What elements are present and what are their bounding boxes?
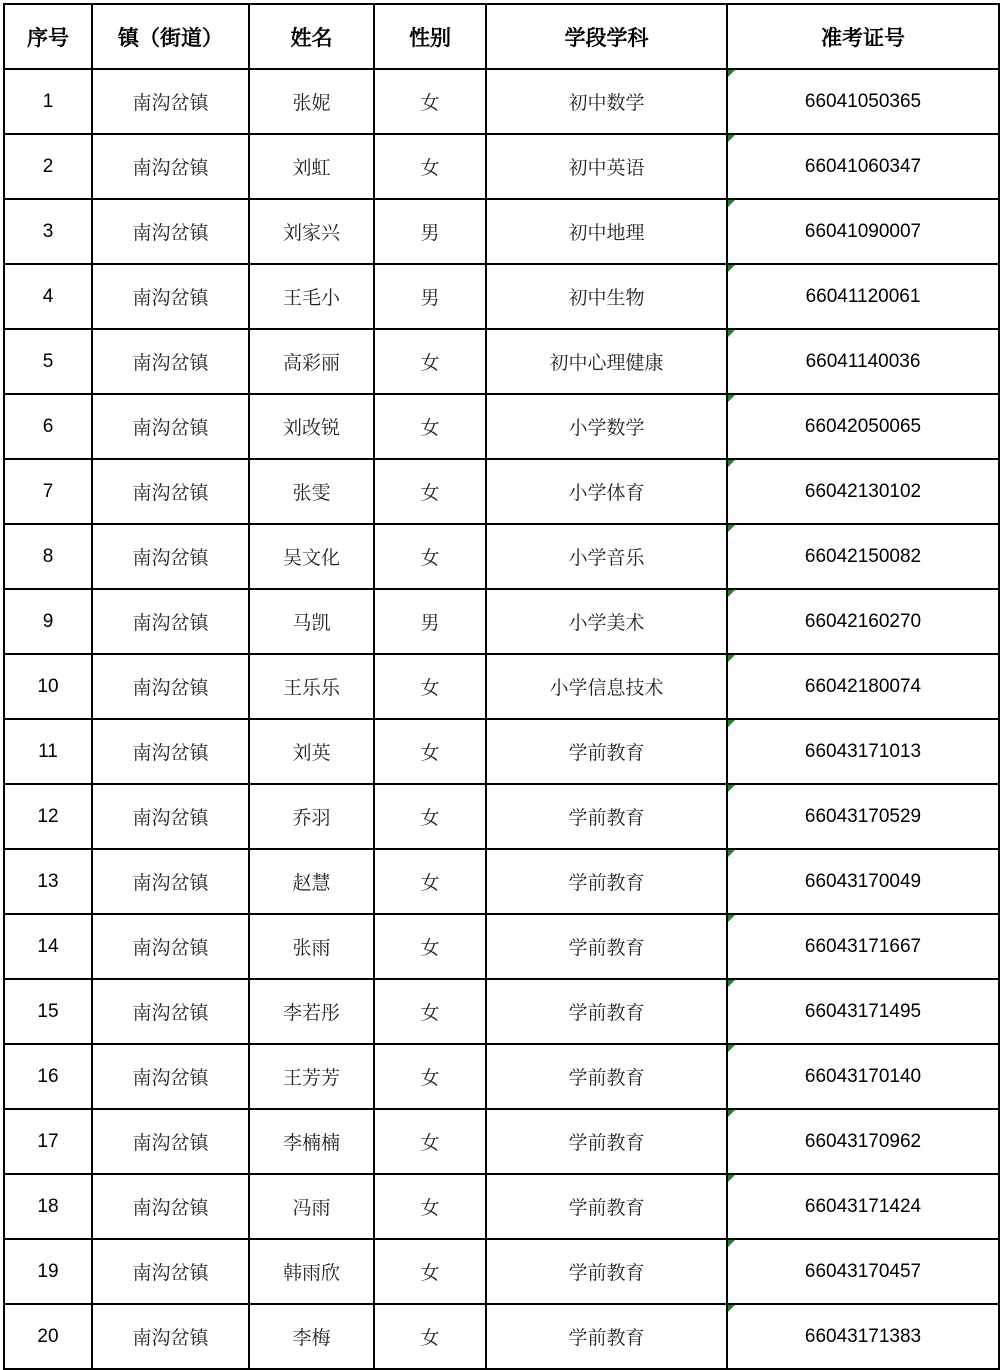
cell-name: 李梅	[249, 1304, 374, 1369]
cell-seq: 17	[4, 1109, 92, 1174]
cell-exam-no	[727, 849, 999, 914]
cell-gender: 女	[374, 394, 486, 459]
table-row	[4, 1109, 999, 1174]
cell-subject: 小学体育	[486, 459, 727, 524]
cell-name: 刘英	[249, 719, 374, 784]
exam-no-text: 66042180074	[804, 675, 922, 697]
exam-no-text: 66043171013	[804, 740, 922, 762]
exam-no-text: 66041140036	[805, 350, 921, 372]
cell-exam-no	[727, 1174, 999, 1239]
cell-town: 南沟岔镇	[92, 589, 249, 654]
cell-name: 张雯	[249, 459, 374, 524]
cell-town: 南沟岔镇	[92, 524, 249, 589]
cell-subject: 学前教育	[486, 719, 727, 784]
table-row	[4, 329, 999, 394]
cell-seq: 2	[4, 134, 92, 199]
cell-seq: 14	[4, 914, 92, 979]
cell-subject: 学前教育	[486, 1239, 727, 1304]
comment-indicator-icon	[728, 655, 735, 662]
cell-gender: 女	[374, 1109, 486, 1174]
exam-no-text: 66041050365	[804, 90, 922, 112]
header-seq: 序号	[4, 4, 92, 69]
exam-no-text: 66043171495	[804, 1000, 922, 1022]
cell-exam-no	[727, 264, 999, 329]
cell-subject: 初中数学	[486, 69, 727, 134]
cell-gender: 男	[374, 264, 486, 329]
comment-indicator-icon	[728, 1175, 735, 1182]
cell-gender: 男	[374, 589, 486, 654]
cell-town: 南沟岔镇	[92, 1109, 249, 1174]
cell-exam-no	[727, 69, 999, 134]
comment-indicator-icon	[728, 915, 735, 922]
cell-subject: 学前教育	[486, 849, 727, 914]
comment-indicator-icon	[728, 135, 735, 142]
cell-exam-no	[727, 719, 999, 784]
cell-subject: 学前教育	[486, 1174, 727, 1239]
cell-name: 王毛小	[249, 264, 374, 329]
cell-exam-no	[727, 1239, 999, 1304]
cell-name: 马凯	[249, 589, 374, 654]
table-row	[4, 524, 999, 589]
cell-subject: 小学美术	[486, 589, 727, 654]
cell-town: 南沟岔镇	[92, 134, 249, 199]
cell-seq: 20	[4, 1304, 92, 1369]
cell-name: 王乐乐	[249, 654, 374, 719]
table-row	[4, 784, 999, 849]
cell-gender: 男	[374, 199, 486, 264]
cell-seq: 7	[4, 459, 92, 524]
cell-town: 南沟岔镇	[92, 1044, 249, 1109]
cell-gender: 女	[374, 524, 486, 589]
exam-no-text: 66041060347	[804, 155, 922, 177]
cell-exam-no	[727, 1044, 999, 1109]
comment-indicator-icon	[728, 70, 735, 77]
cell-seq: 16	[4, 1044, 92, 1109]
comment-indicator-icon	[728, 850, 735, 857]
cell-gender: 女	[374, 459, 486, 524]
table-row	[4, 134, 999, 199]
header-exam-no: 准考证号	[727, 4, 999, 69]
cell-exam-no	[727, 394, 999, 459]
cell-exam-no	[727, 784, 999, 849]
cell-name: 王芳芳	[249, 1044, 374, 1109]
cell-exam-no	[727, 134, 999, 199]
cell-town: 南沟岔镇	[92, 1174, 249, 1239]
cell-town: 南沟岔镇	[92, 394, 249, 459]
comment-indicator-icon	[728, 330, 735, 337]
exam-no-text: 66043170529	[804, 805, 922, 827]
comment-indicator-icon	[728, 460, 735, 467]
cell-seq: 10	[4, 654, 92, 719]
cell-name: 张雨	[249, 914, 374, 979]
cell-gender: 女	[374, 979, 486, 1044]
cell-name: 韩雨欣	[249, 1239, 374, 1304]
comment-indicator-icon	[728, 1240, 735, 1247]
cell-subject: 小学数学	[486, 394, 727, 459]
exam-no-text: 66043170962	[804, 1130, 922, 1152]
table-row	[4, 1044, 999, 1109]
header-town: 镇（街道）	[92, 4, 249, 69]
cell-subject: 初中生物	[486, 264, 727, 329]
cell-town: 南沟岔镇	[92, 264, 249, 329]
cell-seq: 8	[4, 524, 92, 589]
cell-town: 南沟岔镇	[92, 654, 249, 719]
exam-no-text: 66042130102	[804, 480, 922, 502]
exam-no-text: 66042160270	[804, 610, 922, 632]
cell-subject: 小学信息技术	[486, 654, 727, 719]
cell-town: 南沟岔镇	[92, 914, 249, 979]
exam-no-text: 66043170457	[804, 1260, 922, 1282]
exam-no-text: 66043170140	[804, 1065, 922, 1087]
cell-seq: 19	[4, 1239, 92, 1304]
cell-subject: 学前教育	[486, 1044, 727, 1109]
cell-gender: 女	[374, 1239, 486, 1304]
table-row	[4, 914, 999, 979]
table-row	[4, 719, 999, 784]
cell-gender: 女	[374, 784, 486, 849]
cell-exam-no	[727, 524, 999, 589]
table-row	[4, 394, 999, 459]
cell-seq: 5	[4, 329, 92, 394]
table-row	[4, 1239, 999, 1304]
table-row	[4, 589, 999, 654]
cell-town: 南沟岔镇	[92, 199, 249, 264]
cell-name: 刘家兴	[249, 199, 374, 264]
exam-no-text: 66043171667	[804, 935, 922, 957]
cell-exam-no	[727, 329, 999, 394]
table-row	[4, 654, 999, 719]
exam-no-text: 66041120061	[805, 285, 921, 307]
cell-gender: 女	[374, 849, 486, 914]
cell-seq: 3	[4, 199, 92, 264]
exam-no-text: 66042050065	[804, 415, 922, 437]
cell-gender: 女	[374, 654, 486, 719]
cell-subject: 学前教育	[486, 914, 727, 979]
cell-subject: 学前教育	[486, 1304, 727, 1369]
cell-subject: 初中心理健康	[486, 329, 727, 394]
cell-seq: 11	[4, 719, 92, 784]
header-name: 姓名	[249, 4, 374, 69]
cell-gender: 女	[374, 69, 486, 134]
cell-seq: 15	[4, 979, 92, 1044]
cell-name: 吴文化	[249, 524, 374, 589]
cell-gender: 女	[374, 1174, 486, 1239]
cell-gender: 女	[374, 719, 486, 784]
table-row	[4, 979, 999, 1044]
cell-town: 南沟岔镇	[92, 784, 249, 849]
cell-name: 李若彤	[249, 979, 374, 1044]
cell-gender: 女	[374, 134, 486, 199]
cell-name: 李楠楠	[249, 1109, 374, 1174]
cell-seq: 18	[4, 1174, 92, 1239]
cell-seq: 13	[4, 849, 92, 914]
cell-name: 高彩丽	[249, 329, 374, 394]
cell-exam-no	[727, 1109, 999, 1174]
cell-gender: 女	[374, 329, 486, 394]
cell-town: 南沟岔镇	[92, 719, 249, 784]
cell-name: 张妮	[249, 69, 374, 134]
comment-indicator-icon	[728, 785, 735, 792]
comment-indicator-icon	[728, 525, 735, 532]
cell-town: 南沟岔镇	[92, 329, 249, 394]
roster-table	[3, 3, 1000, 1370]
exam-no-text: 66041090007	[804, 220, 922, 242]
cell-subject: 初中地理	[486, 199, 727, 264]
cell-seq: 6	[4, 394, 92, 459]
cell-exam-no	[727, 654, 999, 719]
cell-name: 刘改锐	[249, 394, 374, 459]
comment-indicator-icon	[728, 1110, 735, 1117]
cell-exam-no	[727, 459, 999, 524]
header-row	[4, 4, 999, 69]
cell-name: 赵慧	[249, 849, 374, 914]
comment-indicator-icon	[728, 1045, 735, 1052]
header-gender: 性别	[374, 4, 486, 69]
cell-town: 南沟岔镇	[92, 979, 249, 1044]
comment-indicator-icon	[728, 395, 735, 402]
cell-seq: 4	[4, 264, 92, 329]
exam-no-text: 66043171383	[804, 1325, 922, 1347]
exam-no-text: 66043170049	[804, 870, 922, 892]
comment-indicator-icon	[728, 200, 735, 207]
cell-exam-no	[727, 979, 999, 1044]
cell-exam-no	[727, 199, 999, 264]
cell-exam-no	[727, 1304, 999, 1369]
comment-indicator-icon	[728, 720, 735, 727]
cell-gender: 女	[374, 1304, 486, 1369]
table-row	[4, 849, 999, 914]
cell-seq: 12	[4, 784, 92, 849]
cell-gender: 女	[374, 914, 486, 979]
cell-gender: 女	[374, 1044, 486, 1109]
cell-subject: 学前教育	[486, 1109, 727, 1174]
cell-town: 南沟岔镇	[92, 69, 249, 134]
cell-exam-no	[727, 914, 999, 979]
table-row	[4, 459, 999, 524]
cell-town: 南沟岔镇	[92, 1304, 249, 1369]
table-row	[4, 1174, 999, 1239]
cell-name: 冯雨	[249, 1174, 374, 1239]
exam-no-text: 66042150082	[804, 545, 922, 567]
cell-name: 刘虹	[249, 134, 374, 199]
exam-no-text: 66043171424	[804, 1195, 922, 1217]
cell-subject: 初中英语	[486, 134, 727, 199]
cell-town: 南沟岔镇	[92, 1239, 249, 1304]
cell-subject: 小学音乐	[486, 524, 727, 589]
comment-indicator-icon	[728, 590, 735, 597]
cell-seq: 9	[4, 589, 92, 654]
table-row	[4, 1304, 999, 1369]
cell-name: 乔羽	[249, 784, 374, 849]
comment-indicator-icon	[728, 265, 735, 272]
table-row	[4, 199, 999, 264]
comment-indicator-icon	[728, 1305, 735, 1312]
roster-body	[4, 69, 999, 1369]
comment-indicator-icon	[728, 980, 735, 987]
cell-subject: 学前教育	[486, 784, 727, 849]
cell-town: 南沟岔镇	[92, 849, 249, 914]
table-row	[4, 69, 999, 134]
cell-subject: 学前教育	[486, 979, 727, 1044]
cell-seq: 1	[4, 69, 92, 134]
cell-exam-no	[727, 589, 999, 654]
table-row	[4, 264, 999, 329]
header-subject: 学段学科	[486, 4, 727, 69]
cell-town: 南沟岔镇	[92, 459, 249, 524]
